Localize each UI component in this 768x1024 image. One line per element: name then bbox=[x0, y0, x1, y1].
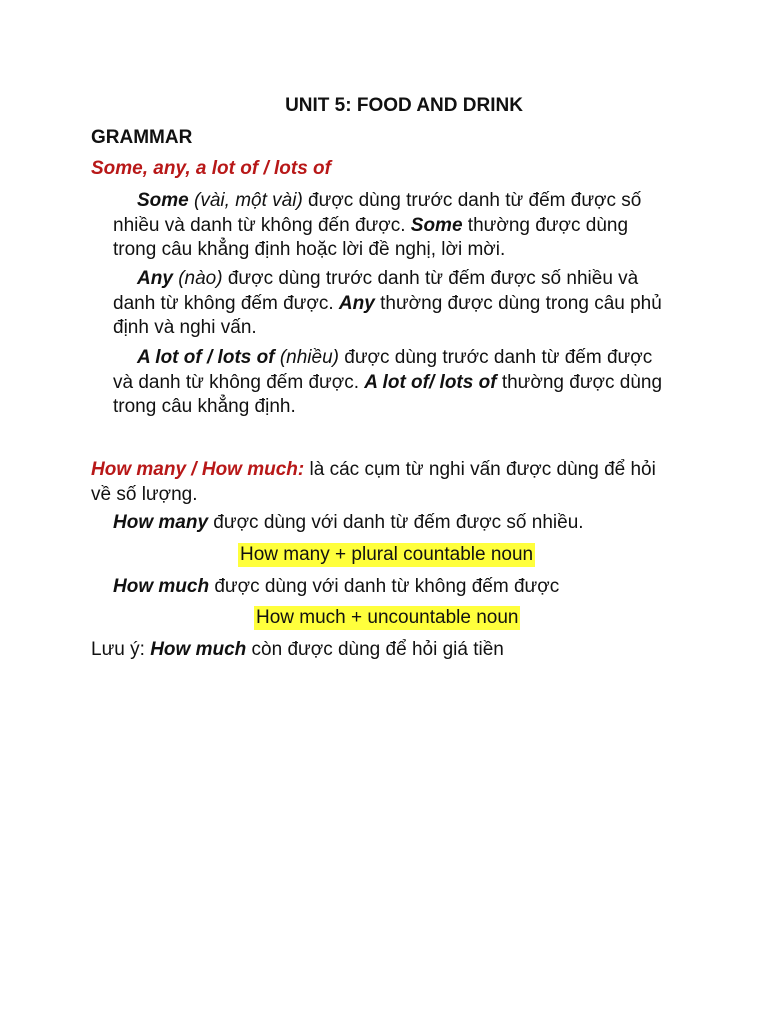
paragraph-a-lot-of bbox=[113, 346, 673, 420]
text-how-many: được dùng với danh từ đếm được số nhiều. bbox=[208, 512, 584, 533]
gloss-some: (vài, một vài) bbox=[194, 190, 303, 211]
term-any: Any bbox=[137, 268, 173, 289]
grammar-heading: GRAMMAR bbox=[91, 127, 193, 148]
term-how-many: How many bbox=[113, 512, 209, 533]
paragraph-any bbox=[113, 267, 673, 341]
term-a-lot-of: A lot of / lots of bbox=[137, 347, 275, 368]
text-how-much: được dùng với danh từ không đếm được bbox=[209, 576, 560, 597]
formula-how-much: How much + uncountable noun bbox=[256, 607, 519, 628]
formula-how-many: How many + plural countable noun bbox=[240, 544, 534, 565]
note-label: Lưu ý: bbox=[91, 639, 151, 660]
term-a-lot-of-2: A lot of/ lots of bbox=[364, 371, 497, 393]
gloss-a-lot-of: (nhiều) bbox=[279, 347, 339, 368]
term-how-much: How much bbox=[113, 576, 210, 597]
note-text: còn được dùng để hỏi giá tiền bbox=[246, 639, 504, 660]
text-any-2: thường được dùng trong câu phủ định và nghi vấn. bbox=[113, 292, 662, 338]
term-some-2: Some bbox=[410, 214, 463, 236]
text-any-1: được dùng trước danh từ đếm được số nhiều và danh từ không đếm được. bbox=[113, 268, 639, 314]
line-how-many bbox=[113, 511, 584, 535]
section-title-how-many-how-much: How many / How much: bbox=[91, 459, 305, 480]
paragraph-how-many-how-much bbox=[91, 458, 681, 507]
text-some-1: được dùng trước danh từ đếm được số nhiều và danh từ không đến được. bbox=[113, 190, 642, 236]
gloss-any: (nào) bbox=[178, 268, 223, 289]
text-how-intro: là các cụm từ nghi vấn được dùng để hỏi về số lượng. bbox=[91, 459, 656, 505]
note-line bbox=[91, 638, 504, 662]
note-term: How much bbox=[150, 639, 247, 660]
line-how-much bbox=[113, 575, 559, 599]
term-any-2: Any bbox=[338, 292, 375, 314]
unit-title: UNIT 5: FOOD AND DRINK bbox=[285, 95, 523, 116]
text-some-2: thường được dùng trong câu khẳng định hoặc lời đề nghị, lời mời. bbox=[113, 214, 629, 260]
text-a-lot-of-1: được dùng trước danh từ đếm được và danh từ không đếm được. bbox=[113, 347, 653, 393]
text-a-lot-of-2: thường được dùng trong câu khẳng định. bbox=[113, 371, 663, 417]
term-some: Some bbox=[137, 190, 189, 211]
section-title-some-any: Some, any, a lot of / lots of bbox=[91, 158, 331, 179]
paragraph-some bbox=[113, 189, 673, 263]
